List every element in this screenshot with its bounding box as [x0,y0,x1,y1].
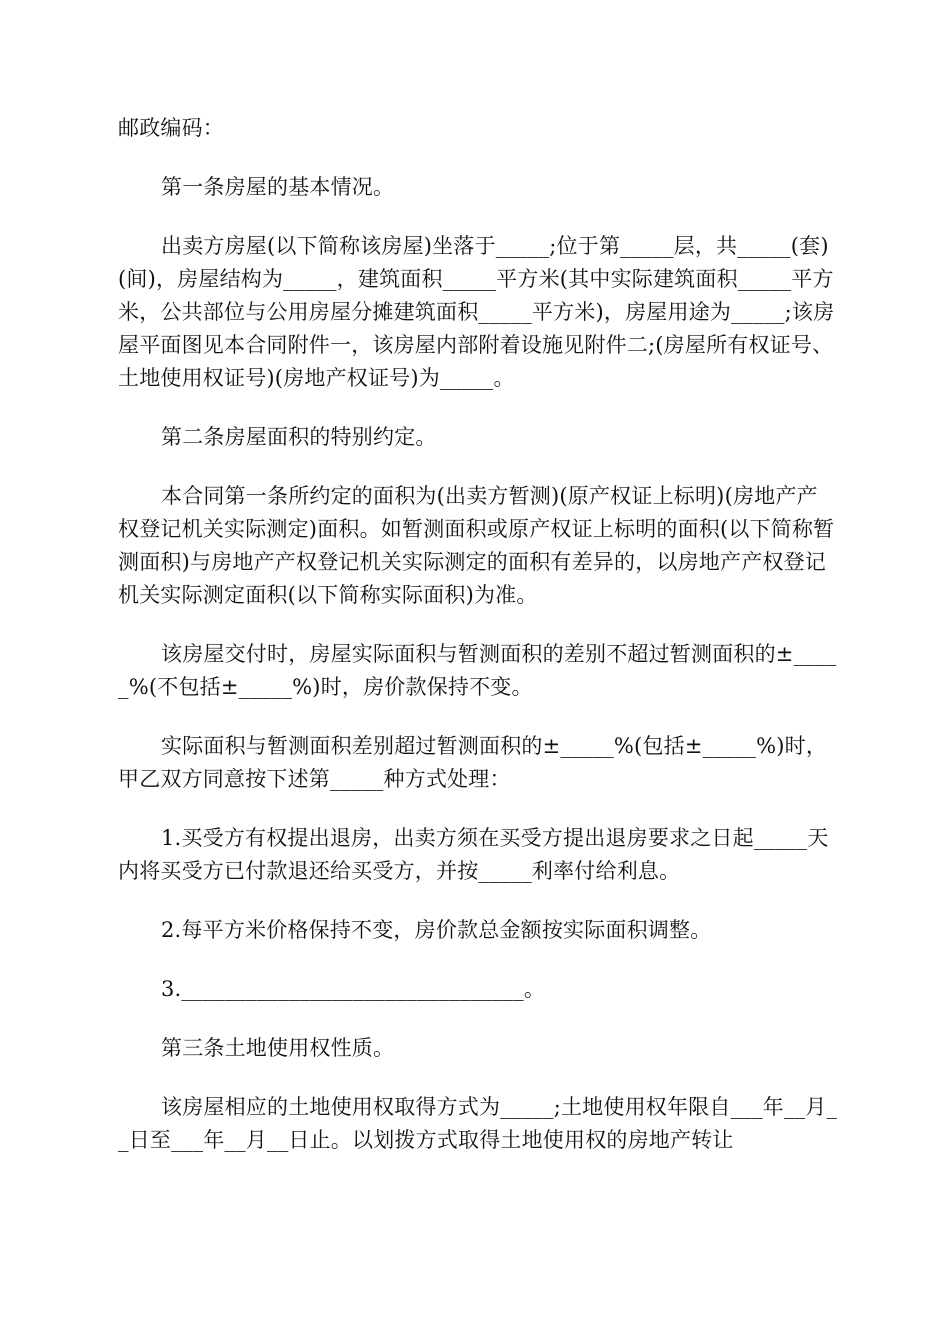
option-1-paragraph: 1.买受方有权提出退房，出卖方须在买受方提出退房要求之日起_____天内将买受方已付款退还给买受方，并按_____利率付给利息。 [118,826,829,883]
article-3-paragraph: 该房屋相应的土地使用权取得方式为_____;土地使用权年限自___年__月__日至___年__月__日止。以划拨方式取得土地使用权的房地产转让 [118,1095,838,1152]
option-3-paragraph: 3.________________________________。 [161,977,546,1001]
area-difference-exceed-paragraph: 实际面积与暂测面积差别超过暂测面积的±_____%(包括±_____%)时，甲乙双方同意按下述第_____种方式处理： [118,734,828,791]
article-2-heading: 第二条房屋面积的特别约定。 [161,425,437,449]
postal-code-line: 邮政编码： [118,116,224,140]
article-1-heading: 第一条房屋的基本情况。 [161,175,395,199]
article-3-heading: 第三条土地使用权性质。 [161,1036,395,1060]
article-1-paragraph: 出卖方房屋(以下简称该房屋)坐落于_____;位于第_____层，共_____(套)(间)，房屋结构为_____，建筑面积_____平方米(其中实际建筑面积_____平方米，公共部位与公用房屋分摊建筑面积_____平方米)，房屋用途为_____;该房屋平面图见本合同附件一，该房屋内部附着设施见附件二;(房屋所有权证号、土地使用权证号)(房地产权证号)为_____。 [118,234,835,390]
document-body [118,112,838,1157]
area-difference-within-paragraph: 该房屋交付时，房屋实际面积与暂测面积的差别不超过暂测面积的±_____%(不包括±_____%)时，房价款保持不变。 [118,642,837,699]
option-2-paragraph: 2.每平方米价格保持不变，房价款总金额按实际面积调整。 [161,918,712,942]
article-2-paragraph: 本合同第一条所约定的面积为(出卖方暂测)(原产权证上标明)(房地产产权登记机关实际测定)面积。如暂测面积或原产权证上标明的面积(以下简称暂测面积)与房地产产权登记机关实际测定的面积有差异的，以房地产产权登记机关实际测定面积(以下简称实际面积)为准。 [118,484,835,607]
